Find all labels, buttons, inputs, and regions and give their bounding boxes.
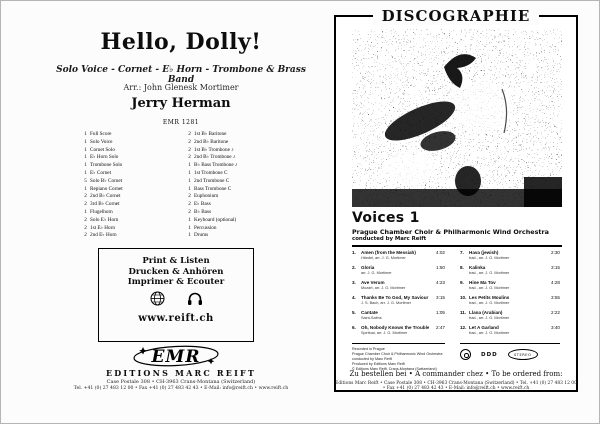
publisher-name: EDITIONS MARC REIFT — [105, 368, 257, 378]
instrumentation-row — [81, 209, 177, 217]
album-conductor: conducted by Marc Reift — [352, 236, 427, 242]
track-number: 9. — [460, 280, 464, 285]
album-cover-image — [352, 29, 562, 207]
part-quantity: 2 — [84, 224, 87, 231]
track-number: 3. — [352, 280, 356, 285]
track-duration: 3:55 — [551, 295, 560, 300]
discography-heading — [334, 6, 578, 25]
credits-rule — [352, 343, 445, 344]
part-quantity: 1 — [84, 185, 87, 192]
part-quantity: 1 — [84, 138, 87, 145]
part-quantity: 2 — [188, 138, 191, 145]
track-credit: trad., arr. J. G. Mortimer — [469, 286, 510, 290]
part-quantity: 1 — [84, 208, 87, 215]
track-number: 7. — [460, 250, 464, 255]
instrumentation-row — [81, 201, 177, 209]
track-duration: 1:05 — [436, 310, 445, 315]
part-name: Full Score — [90, 131, 112, 137]
instrumentation-column-left — [81, 131, 177, 240]
publisher-address: Case Postale 308 • CH-3963 Crans-Montana (Switzerland) — [106, 379, 256, 385]
instrumentation-row — [81, 225, 177, 233]
arranger-credit: Arr.: John Glenesk Mortimer — [123, 83, 239, 92]
track-credit: arr. J. G. Mortimer — [361, 271, 392, 275]
order-heading: Zu bestellen bei • A commander chez • To be ordered from: — [349, 370, 563, 378]
part-quantity: 1 — [188, 177, 191, 184]
track-row — [352, 295, 445, 310]
part-name: Percussion — [194, 224, 217, 231]
track-row — [352, 325, 445, 340]
track-title: Ave Verum — [361, 280, 385, 285]
track-title: Let A Garland — [469, 325, 499, 330]
part-quantity: 1 — [84, 154, 87, 161]
emr-logo-text: EMR — [151, 347, 201, 367]
track-credit: Saint-Saëns — [361, 316, 382, 320]
divider-rule — [352, 245, 562, 247]
instrumentation-row — [81, 139, 177, 147]
part-name: B♭ Bass — [194, 208, 212, 215]
part-name: E♭ Horn Solo — [90, 154, 119, 161]
part-quantity: 2 — [188, 208, 191, 215]
part-name: 2nd B♭ Baritone — [194, 138, 229, 145]
track-title: Les Petits Moulins — [469, 295, 510, 300]
track-number: 11. — [460, 310, 467, 315]
instrumentation-row — [185, 201, 281, 209]
instrumentation-row — [81, 162, 177, 170]
part-quantity: 2 — [188, 193, 191, 200]
track-title: Cantate — [361, 310, 378, 315]
print-listen-label: Imprimer & Ecouter — [127, 277, 225, 287]
part-quantity: 2 — [188, 131, 191, 137]
instrumentation-row — [185, 209, 281, 217]
emr-logo — [131, 343, 221, 369]
instrumentation-subtitle: Solo Voice - Cornet - E♭ Horn - Trombone & Brass Band — [56, 65, 306, 85]
part-name: 2nd B♭ Trombone ♪ — [194, 154, 236, 161]
instrumentation-row — [81, 154, 177, 162]
part-quantity: 1 — [84, 162, 87, 169]
part-name: Solo B♭ Cornet — [90, 177, 123, 184]
print-listen-label: Print & Listen — [142, 256, 210, 266]
instrumentation-row — [185, 162, 281, 170]
instrumentation-row — [81, 193, 177, 201]
part-name: 2nd B♭ Cornet — [90, 193, 121, 200]
print-listen-box — [98, 248, 254, 342]
instrumentation-row — [185, 170, 281, 178]
track-credit: trad., arr. J. G. Mortimer — [469, 301, 510, 305]
part-name: Solo Voice — [90, 138, 113, 145]
ddd-format-label: DDD — [481, 351, 498, 358]
part-quantity: 2 — [84, 216, 87, 223]
track-credit: J. S. Bach, arr. J. G. Mortimer — [361, 301, 412, 305]
part-name: Flugelhorn — [90, 208, 113, 215]
track-row — [352, 280, 445, 295]
instrumentation-row — [185, 139, 281, 147]
part-name: 2nd E♭ Horn — [90, 232, 117, 239]
instrumentation-row — [81, 170, 177, 178]
track-row — [352, 250, 445, 265]
part-quantity: 2 — [188, 146, 191, 153]
track-title: Hine Ma Tov — [469, 280, 496, 285]
part-name: Cornet Solo — [90, 146, 115, 153]
track-list-left — [352, 250, 445, 340]
track-duration: 3:15 — [436, 295, 445, 300]
track-number: 10. — [460, 295, 467, 300]
instrumentation-row — [185, 232, 281, 240]
track-number: 4. — [352, 295, 356, 300]
track-title: Gloria — [361, 265, 375, 270]
part-quantity: 1 — [188, 162, 191, 169]
part-name: Euphonium — [194, 193, 219, 200]
discography-heading-text: DISCOGRAPHIE — [373, 7, 540, 25]
instrumentation-column-right — [185, 131, 281, 240]
instrumentation-row — [81, 232, 177, 240]
logos-rule — [460, 343, 560, 344]
instrumentation-row — [185, 225, 281, 233]
track-row — [460, 280, 560, 295]
album-title: Voices 1 — [352, 210, 420, 226]
part-quantity: 1 — [84, 146, 87, 153]
compact-disc-icon — [460, 349, 471, 360]
part-quantity: 1 — [188, 224, 191, 231]
part-name: 3rd B♭ Cornet — [90, 201, 120, 208]
track-row — [460, 325, 560, 340]
part-name: E♭ Bass — [194, 201, 211, 208]
track-row — [460, 295, 560, 310]
print-listen-label: Drucken & Anhören — [128, 266, 224, 277]
track-row — [352, 310, 445, 325]
track-credit: trad., arr. J. G. Mortimer — [469, 316, 510, 320]
part-quantity: 5 — [84, 177, 87, 184]
part-quantity: 1 — [188, 169, 191, 176]
instrumentation-row — [185, 193, 281, 201]
part-name: 1st B♭ Baritone — [194, 131, 227, 137]
instrumentation-row — [185, 154, 281, 162]
credit-line: Prague Chamber Choir & Philharmonic Wind Orchestra — [352, 351, 443, 356]
track-duration: 3:15 — [551, 265, 560, 270]
part-quantity: 2 — [84, 193, 87, 200]
production-credits — [352, 347, 452, 372]
instrumentation-row — [81, 131, 177, 139]
part-name: Bass Trombone C — [194, 185, 232, 192]
globe-icon — [150, 291, 165, 310]
track-title: Llana (Arabian) — [469, 310, 503, 315]
part-quantity: 1 — [188, 232, 191, 239]
track-credit: Mozart, arr. J. G. Mortimer — [361, 286, 406, 290]
track-list-right — [460, 250, 560, 340]
part-name: E♭ Cornet — [90, 169, 112, 176]
instrumentation-row — [185, 178, 281, 186]
track-number: 5. — [352, 310, 356, 315]
part-quantity: 1 — [84, 131, 87, 137]
track-number: 1. — [352, 250, 356, 255]
track-duration: 4:02 — [436, 250, 445, 255]
instrumentation-row — [185, 131, 281, 139]
composer-name: Jerry Herman — [131, 96, 231, 111]
track-row — [460, 265, 560, 280]
track-duration: 3:40 — [551, 325, 560, 330]
track-duration: 1:50 — [436, 265, 445, 270]
part-name: 1st Trombone C — [194, 169, 228, 176]
instrumentation-row — [185, 217, 281, 225]
catalog-number: EMR 1281 — [162, 119, 200, 126]
publisher-contact: Tel. +41 (0) 27 483 12 00 • Fax +41 (0) 27 483 42 43 • E-Mail: info@reift.ch • www.reift.ch — [73, 386, 289, 391]
headphones-icon — [187, 291, 203, 310]
track-title: Amen (from the Messiah) — [361, 250, 416, 255]
track-duration: 4:23 — [436, 280, 445, 285]
part-name: 2nd Trombone C — [194, 177, 230, 184]
track-credit: trad., arr. J. G. Mortimer — [469, 256, 510, 260]
credit-line: Produced by Editions Marc Reift — [352, 361, 405, 366]
track-title: Thanks Be To God, My Saviour — [361, 295, 429, 300]
instrumentation-row — [185, 186, 281, 194]
part-quantity: 2 — [188, 154, 191, 161]
track-row — [352, 265, 445, 280]
instrumentation-row — [185, 147, 281, 155]
track-row — [460, 250, 560, 265]
track-number: 8. — [460, 265, 464, 270]
part-quantity: 2 — [84, 201, 87, 208]
credit-line: Recorded in Prague — [352, 347, 385, 351]
track-duration: 2:30 — [551, 250, 560, 255]
track-duration: 2:22 — [551, 310, 560, 315]
instrumentation-row — [81, 186, 177, 194]
track-credit: trad., arr. J. G. Mortimer — [469, 271, 510, 275]
part-name: Solo E♭ Horn — [90, 216, 119, 223]
part-quantity: 2 — [188, 201, 191, 208]
part-quantity: 1 — [188, 185, 191, 192]
part-quantity: 1 — [188, 216, 191, 223]
part-name: Trombone Solo — [90, 162, 123, 169]
track-number: 6. — [352, 325, 356, 330]
track-number: 2. — [352, 265, 356, 270]
part-name: Keyboard (optional) — [194, 216, 237, 223]
track-duration: 4:28 — [551, 280, 560, 285]
track-credit: Spiritual, arr. J. G. Mortimer — [361, 331, 408, 335]
part-name: Drums — [194, 232, 209, 239]
credit-line: © Editions Marc Reift, Crans-Montana (Switzerland) — [352, 366, 437, 371]
part-name: B♭ Bass Trombone ♪ — [194, 162, 238, 169]
instrumentation-row — [81, 217, 177, 225]
track-title: Kalinka — [469, 265, 486, 270]
track-number: 12. — [460, 325, 467, 330]
instrumentation-row — [81, 178, 177, 186]
track-title: Oh, Nobody Knows the Trouble — [361, 325, 429, 330]
format-logos — [460, 349, 560, 360]
page-title: Hello, Dolly! — [100, 29, 262, 55]
stereo-logo: STEREO — [508, 349, 538, 360]
order-address: Editions Marc Reift • Case Postale 308 • CH-3963 Crans-Montana (Switzerland) • Tel. +41 (0) 27 483 12 00 • Fax +41 (0) 27 483 42 43 • E-Mail: info@reift.ch • www.reift.ch — [335, 381, 577, 391]
part-name: 1st E♭ Horn — [90, 224, 115, 231]
track-row — [460, 310, 560, 325]
website-link: www.reift.ch — [138, 312, 214, 324]
part-quantity: 2 — [84, 232, 87, 239]
track-title: Hava (jewish) — [469, 250, 499, 255]
part-quantity: 1 — [84, 169, 87, 176]
track-credit: Händel, arr. J. G. Mortimer — [361, 256, 406, 260]
track-credit: trad., arr. J. G. Mortimer — [469, 331, 510, 335]
part-name: 1st B♭ Trombone ♪ — [194, 146, 234, 153]
credit-line: conducted by Marc Reift — [352, 356, 392, 361]
track-duration: 2:47 — [436, 325, 445, 330]
album-artist: Prague Chamber Choir & Philharmonic Wind Orchestra — [352, 228, 549, 236]
instrumentation-row — [81, 147, 177, 155]
part-name: Repiano Cornet — [90, 185, 123, 192]
